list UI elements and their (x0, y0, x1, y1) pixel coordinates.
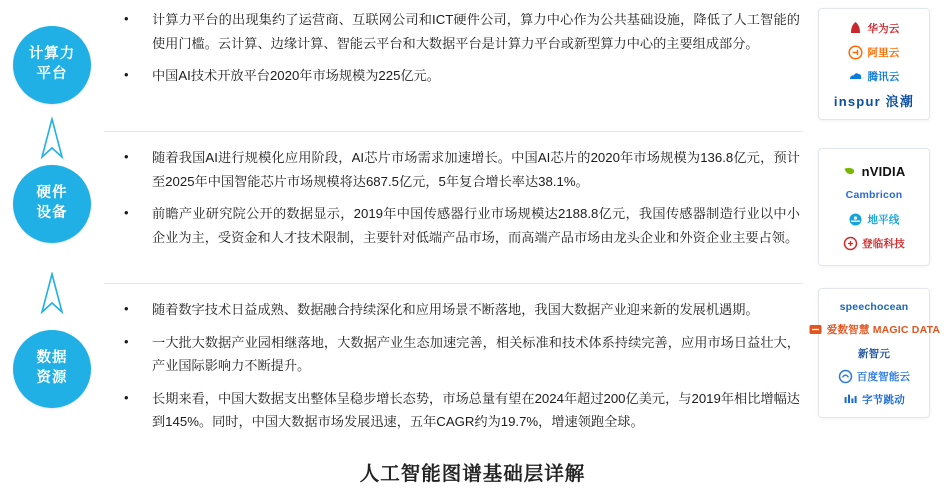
band-divider (104, 131, 803, 132)
layer-pill-line2: 设备 (36, 205, 68, 221)
logo-item[interactable] (819, 88, 929, 112)
layer-pill-line1: 数据 (36, 350, 68, 367)
huawei-cloud-icon (848, 21, 863, 36)
layer-pill-data-resources[interactable] (13, 330, 91, 408)
logo-label: 阿里云 (867, 46, 900, 59)
list-item: • 长期来看，中国大数据支出整体呈稳步增长态势，市场总量有望在2024年超过200亿美元，与2019年相比增幅达到145%。同时，中国大数据市场发展迅速，五年CAGR约为19.7%，增速领跑全球。 (112, 387, 800, 434)
logo-item[interactable] (819, 318, 941, 341)
list-item: • 随着我国AI进行规模化应用阶段，AI芯片市场需求加速增长。中国AI芯片的2020年市场规模为136.8亿元，预计至2025年中国智能芯片市场规模将达687.5亿元，5年复合增长率达38.1%。 (112, 146, 800, 193)
logo-label: 新智元 (857, 347, 891, 360)
denglin-tech-icon (843, 236, 858, 251)
band-data-resources (112, 298, 800, 434)
up-arrow-icon-2 (40, 272, 64, 314)
alibaba-cloud-icon (848, 45, 863, 60)
tencent-cloud-icon (848, 69, 863, 84)
layer-pill-line2: 平台 (36, 66, 68, 82)
magic-data-icon (808, 322, 823, 337)
list-item: • 一大批大数据产业园相继落地，大数据产业生态加速完善，相关标准和技术体系持续完善，应用市场日益壮大，产业国际影响力不断提升。 (112, 331, 800, 378)
logo-label: 爱数智慧 MAGIC DATA (826, 324, 941, 337)
layer-column (0, 0, 104, 460)
logo-item[interactable] (819, 295, 929, 318)
bytedance-icon (843, 392, 858, 407)
layer-pill-line1: 计算力 (28, 46, 76, 63)
layer-pill-line1: 硬件 (36, 185, 68, 202)
list-item: • 中国AI技术开放平台2020年市场规模为225亿元。 (112, 64, 800, 88)
baidu-ai-cloud-icon (838, 369, 853, 384)
logo-label: 腾讯云 (867, 70, 900, 83)
logo-item[interactable] (819, 183, 929, 207)
logo-card-data-resource-vendors (818, 288, 941, 418)
band-divider (104, 283, 803, 284)
list-item: • 前瞻产业研究院公开的数据显示，2019年中国传感器行业市场规模达2188.8亿元，我国传感器制造行业以中小企业为主，受资金和人才技术限制，主要针对低端产品市场，而高端产品市场由龙头企业和外资企业主要占领。 (112, 202, 800, 249)
logo-label: speechocean (839, 300, 909, 313)
logo-label: nVIDIA (861, 163, 906, 179)
band-computing-power-platform (112, 8, 800, 88)
logo-item[interactable] (819, 207, 929, 231)
logo-label: 地平线 (867, 213, 900, 226)
logo-label: 华为云 (867, 22, 900, 35)
logo-card-hardware-vendors (818, 148, 930, 266)
logo-item[interactable] (819, 64, 929, 88)
bullet-list (112, 146, 800, 249)
bullet-list (112, 298, 800, 434)
logo-item[interactable] (819, 341, 929, 364)
logo-label: inspur 浪潮 (833, 93, 915, 109)
layer-pill-line2: 资源 (36, 370, 68, 386)
layer-pill-hardware[interactable] (13, 165, 91, 243)
bullet-list (112, 8, 800, 88)
list-item: • 计算力平台的出现集约了运营商、互联网公司和ICT硬件公司，算力中心作为公共基础设施，降低了人工智能的使用门槛。云计算、边缘计算、智能云平台和大数据平台是计算力平台或新型算力中心的主要组成部分。 (112, 8, 800, 55)
logo-label: Cambricon (845, 189, 903, 201)
layer-pill-computing-power[interactable] (13, 26, 91, 104)
logo-item[interactable] (819, 388, 929, 411)
logo-label: 登临科技 (862, 237, 905, 250)
logo-card-computing-power-vendors (818, 8, 930, 120)
logo-label: 百度智能云 (856, 370, 911, 383)
band-hardware-devices (112, 146, 800, 249)
logo-item[interactable] (819, 16, 929, 40)
logo-item[interactable] (819, 40, 929, 64)
up-arrow-icon-1 (40, 117, 64, 159)
logo-item[interactable] (819, 365, 929, 388)
list-item: • 随着数字技术日益成熟、数据融合持续深化和应用场景不断落地，我国大数据产业迎来新的发展机遇期。 (112, 298, 800, 322)
logo-item[interactable] (819, 231, 929, 255)
horizon-robotics-icon (848, 212, 863, 227)
page-title: 人工智能图谱基础层详解 (359, 463, 586, 485)
nvidia-icon (843, 164, 858, 179)
logo-label: 字节跳动 (862, 393, 905, 406)
logo-item[interactable] (819, 159, 929, 183)
